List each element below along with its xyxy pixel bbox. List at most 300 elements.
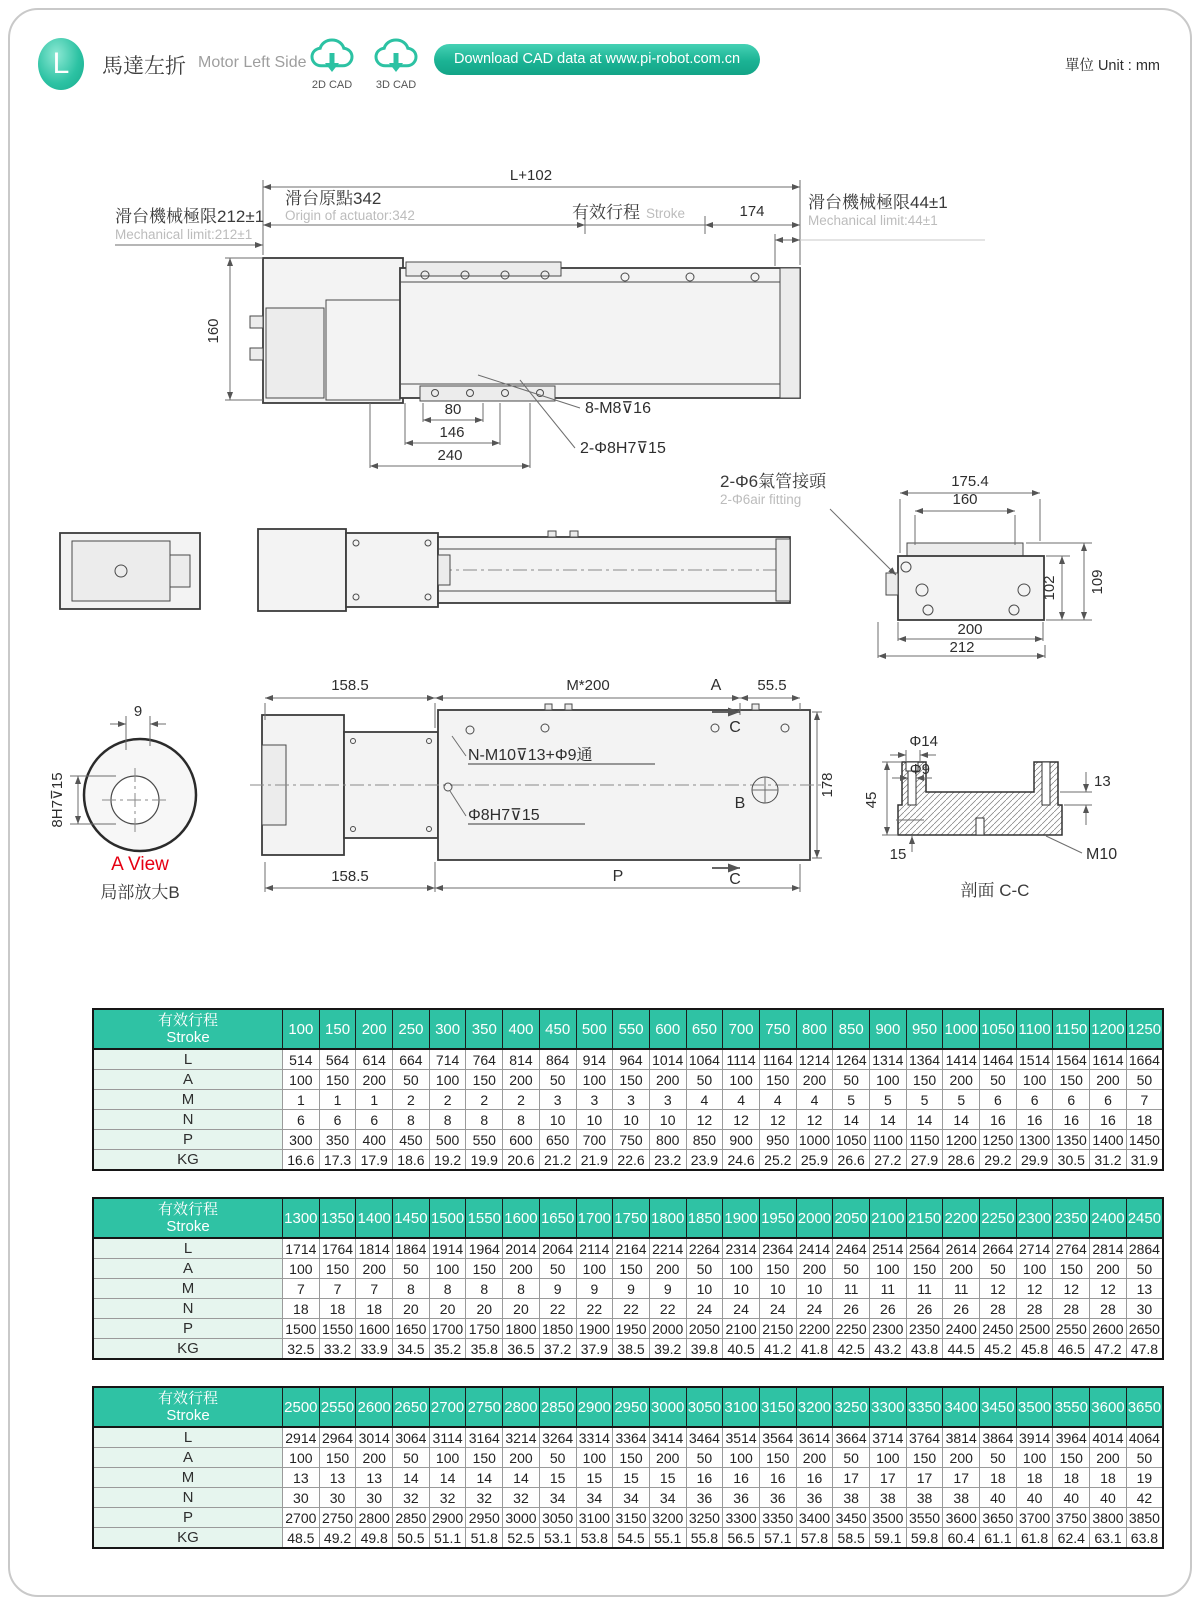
table-cell: 34: [649, 1488, 686, 1508]
stroke-column-header: 3150: [759, 1387, 796, 1427]
table-cell: 50: [1126, 1448, 1163, 1468]
table-cell: 38.5: [613, 1339, 650, 1360]
table-cell: 2: [466, 1090, 503, 1110]
table-cell: 15: [613, 1468, 650, 1488]
row-label: N: [93, 1110, 283, 1130]
dim-158-top: 158.5: [331, 677, 369, 694]
table-cell: 3850: [1126, 1508, 1163, 1528]
table-cell: 2964: [319, 1427, 356, 1448]
table-cell: 1914: [429, 1238, 466, 1259]
table-cell: 100: [1016, 1070, 1053, 1090]
series-badge: [38, 38, 84, 90]
table-cell: 16: [1090, 1110, 1127, 1130]
table-cell: 3100: [576, 1508, 613, 1528]
dim-9: 9: [133, 703, 143, 720]
dim-15: 15: [889, 846, 907, 863]
stroke-column-header: 150: [319, 1009, 356, 1049]
series-badge-letter: L: [52, 47, 70, 80]
row-label: P: [93, 1508, 283, 1528]
stroke-column-header: 1750: [613, 1198, 650, 1238]
table-cell: 45.8: [1016, 1339, 1053, 1360]
table-cell: 200: [1090, 1448, 1127, 1468]
table-cell: 2750: [319, 1508, 356, 1528]
table-cell: 39.2: [649, 1339, 686, 1360]
table-cell: 2050: [686, 1319, 723, 1339]
table-cell: 614: [356, 1049, 393, 1070]
table-row: [93, 1090, 1163, 1110]
table-cell: 1714: [283, 1238, 320, 1259]
table-cell: 3864: [980, 1427, 1017, 1448]
table-cell: 38: [870, 1488, 907, 1508]
stroke-column-header: 3550: [1053, 1387, 1090, 1427]
table-cell: 750: [613, 1130, 650, 1150]
stroke-column-header: 3500: [1016, 1387, 1053, 1427]
stroke-table-1: [92, 1008, 1164, 1171]
stroke-column-header: 1000: [943, 1009, 980, 1049]
table-cell: 1000: [796, 1130, 833, 1150]
dim-m10: M10: [1086, 846, 1118, 863]
stroke-spec-table: [92, 1386, 1164, 1549]
table-cell: 27.9: [906, 1150, 943, 1171]
table-cell: 950: [759, 1130, 796, 1150]
table-cell: 100: [870, 1070, 907, 1090]
stroke-column-header: 1550: [466, 1198, 503, 1238]
stroke-column-header: 2850: [539, 1387, 576, 1427]
table-cell: 1314: [870, 1049, 907, 1070]
label-a: A: [710, 677, 722, 694]
table-cell: 2500: [1016, 1319, 1053, 1339]
table-cell: 3450: [833, 1508, 870, 1528]
table-cell: 1164: [759, 1049, 796, 1070]
table-cell: 2714: [1016, 1238, 1053, 1259]
stroke-column-header: 600: [649, 1009, 686, 1049]
table-cell: 12: [723, 1110, 760, 1130]
table-cell: 34: [539, 1488, 576, 1508]
table-cell: 564: [319, 1049, 356, 1070]
table-cell: 3814: [943, 1427, 980, 1448]
table-cell: 9: [576, 1279, 613, 1299]
table-cell: 200: [356, 1259, 393, 1279]
table-cell: 1150: [906, 1130, 943, 1150]
table-cell: 200: [943, 1070, 980, 1090]
stroke-column-header: 1400: [356, 1198, 393, 1238]
origin-label-zh: 滑台原點342: [285, 189, 382, 208]
table-cell: 4014: [1090, 1427, 1127, 1448]
row-label: KG: [93, 1339, 283, 1360]
table-cell: 3800: [1090, 1508, 1127, 1528]
stroke-column-header: 450: [539, 1009, 576, 1049]
table-row: [93, 1448, 1163, 1468]
table-cell: 550: [466, 1130, 503, 1150]
table-cell: 21.2: [539, 1150, 576, 1171]
table-cell: 13: [356, 1468, 393, 1488]
table-cell: 2064: [539, 1238, 576, 1259]
table-cell: 29.2: [980, 1150, 1017, 1171]
table-cell: 8: [429, 1279, 466, 1299]
table-cell: 17: [906, 1468, 943, 1488]
table-cell: 61.8: [1016, 1528, 1053, 1549]
table-cell: 31.9: [1126, 1150, 1163, 1171]
table-cell: 39.8: [686, 1339, 723, 1360]
stroke-column-header: 2950: [613, 1387, 650, 1427]
download-2d-cad[interactable]: [302, 36, 362, 91]
dim-13: 13: [1094, 773, 1111, 790]
table-cell: 12: [686, 1110, 723, 1130]
table-cell: 700: [576, 1130, 613, 1150]
table-cell: 57.1: [759, 1528, 796, 1549]
table-cell: 764: [466, 1049, 503, 1070]
table-cell: 49.2: [319, 1528, 356, 1549]
table-cell: 10: [613, 1110, 650, 1130]
table-cell: 9: [539, 1279, 576, 1299]
stroke-column-header: 1800: [649, 1198, 686, 1238]
table-cell: 20: [466, 1299, 503, 1319]
table-cell: 1350: [1053, 1130, 1090, 1150]
table-cell: 200: [796, 1448, 833, 1468]
stroke-column-header: 350: [466, 1009, 503, 1049]
table-cell: 200: [796, 1259, 833, 1279]
stroke-column-header: 3050: [686, 1387, 723, 1427]
table-cell: 26: [833, 1299, 870, 1319]
table-cell: 100: [723, 1448, 760, 1468]
stroke-column-header: 1450: [393, 1198, 430, 1238]
table-cell: 2314: [723, 1238, 760, 1259]
table-cell: 450: [393, 1130, 430, 1150]
table-cell: 14: [466, 1468, 503, 1488]
table-row: [93, 1299, 1163, 1319]
table-cell: 4: [686, 1090, 723, 1110]
table-cell: 54.5: [613, 1528, 650, 1549]
table-cell: 18: [1126, 1110, 1163, 1130]
table-row: [93, 1339, 1163, 1360]
dim-160-b: 160: [952, 491, 978, 508]
dim-80: 80: [444, 401, 462, 418]
page-title-en: Motor Left Side: [198, 54, 307, 71]
table-cell: 3964: [1053, 1427, 1090, 1448]
table-cell: 40: [1090, 1488, 1127, 1508]
table-cell: 16: [723, 1468, 760, 1488]
stroke-spec-table: [92, 1008, 1164, 1171]
table-cell: 8: [429, 1110, 466, 1130]
table-row: [93, 1070, 1163, 1090]
table-row: [93, 1508, 1163, 1528]
table-cell: 57.8: [796, 1528, 833, 1549]
row-label: L: [93, 1238, 283, 1259]
table-cell: 40.5: [723, 1339, 760, 1360]
row-label: A: [93, 1070, 283, 1090]
stroke-column-header: 550: [613, 1009, 650, 1049]
table-cell: 51.1: [429, 1528, 466, 1549]
table-cell: 50: [686, 1070, 723, 1090]
table-cell: 52.5: [503, 1528, 540, 1549]
table-cell: 20: [503, 1299, 540, 1319]
table-cell: 1464: [980, 1049, 1017, 1070]
table-cell: 1950: [613, 1319, 650, 1339]
table-cell: 3414: [649, 1427, 686, 1448]
table-cell: 50: [980, 1448, 1017, 1468]
dim-240: 240: [437, 447, 463, 464]
table-cell: 15: [539, 1468, 576, 1488]
table-cell: 12: [796, 1110, 833, 1130]
stroke-column-header: 2900: [576, 1387, 613, 1427]
stroke-column-header: 2150: [906, 1198, 943, 1238]
stroke-column-header: 900: [870, 1009, 907, 1049]
stroke-column-header: 750: [759, 1009, 796, 1049]
table-cell: 2464: [833, 1238, 870, 1259]
table-cell: 150: [759, 1259, 796, 1279]
table-cell: 26: [870, 1299, 907, 1319]
table-cell: 5: [906, 1090, 943, 1110]
table-cell: 3: [539, 1090, 576, 1110]
table-cell: 14: [429, 1468, 466, 1488]
table-cell: 2000: [649, 1319, 686, 1339]
table-cell: 59.1: [870, 1528, 907, 1549]
stroke-spec-table: [92, 1197, 1164, 1360]
table-cell: 16: [1053, 1110, 1090, 1130]
table-cell: 3200: [649, 1508, 686, 1528]
table-cell: 38: [943, 1488, 980, 1508]
table-cell: 100: [576, 1259, 613, 1279]
table-cell: 200: [503, 1070, 540, 1090]
table-cell: 63.8: [1126, 1528, 1163, 1549]
table-row: [93, 1427, 1163, 1448]
table-cell: 8: [393, 1110, 430, 1130]
table-cell: 30: [319, 1488, 356, 1508]
table-cell: 12: [980, 1279, 1017, 1299]
table-cell: 34: [613, 1488, 650, 1508]
table-cell: 32: [466, 1488, 503, 1508]
table-cell: 2214: [649, 1238, 686, 1259]
table-cell: 17: [943, 1468, 980, 1488]
table-cell: 50: [539, 1259, 576, 1279]
dim-200: 200: [957, 621, 983, 638]
table-cell: 3000: [503, 1508, 540, 1528]
table-cell: 32.5: [283, 1339, 320, 1360]
table-cell: 7: [283, 1279, 320, 1299]
table-cell: 18: [283, 1299, 320, 1319]
table-cell: 200: [503, 1448, 540, 1468]
table-cell: 1264: [833, 1049, 870, 1070]
table-cell: 25.9: [796, 1150, 833, 1171]
label-2-phi8: 2-Φ8H7⊽15: [580, 440, 666, 457]
dim-102: 102: [1041, 575, 1058, 601]
table-cell: 2564: [906, 1238, 943, 1259]
table-row: [93, 1259, 1163, 1279]
table-cell: 21.9: [576, 1150, 613, 1171]
table-cell: 1050: [833, 1130, 870, 1150]
table-cell: 3914: [1016, 1427, 1053, 1448]
table-cell: 2864: [1126, 1238, 1163, 1259]
table-cell: 50: [1126, 1070, 1163, 1090]
limit-right-zh: 滑台機械極限44±1: [808, 193, 948, 212]
table-cell: 15: [649, 1468, 686, 1488]
table-cell: 2800: [356, 1508, 393, 1528]
table-cell: 8: [466, 1110, 503, 1130]
row-label: M: [93, 1279, 283, 1299]
table-cell: 40: [980, 1488, 1017, 1508]
table-cell: 6: [1016, 1090, 1053, 1110]
table-cell: 714: [429, 1049, 466, 1070]
table-cell: 10: [723, 1279, 760, 1299]
table-row: [93, 1468, 1163, 1488]
table-cell: 60.4: [943, 1528, 980, 1549]
table-cell: 20: [429, 1299, 466, 1319]
stroke-column-header: 100: [283, 1009, 320, 1049]
table-cell: 18.6: [393, 1150, 430, 1171]
table-cell: 3314: [576, 1427, 613, 1448]
table-cell: 150: [319, 1070, 356, 1090]
table-row: [93, 1238, 1163, 1259]
table-cell: 100: [1016, 1448, 1053, 1468]
stroke-column-header: 3100: [723, 1387, 760, 1427]
table-cell: 24: [796, 1299, 833, 1319]
table-cell: 17: [870, 1468, 907, 1488]
table-cell: 11: [943, 1279, 980, 1299]
table-cell: 3514: [723, 1427, 760, 1448]
table-cell: 2100: [723, 1319, 760, 1339]
table-cell: 150: [613, 1448, 650, 1468]
table-cell: 1450: [1126, 1130, 1163, 1150]
table-cell: 30: [356, 1488, 393, 1508]
table-cell: 1250: [980, 1130, 1017, 1150]
table-cell: 63.1: [1090, 1528, 1127, 1549]
table-cell: 150: [759, 1448, 796, 1468]
table-cell: 150: [466, 1070, 503, 1090]
table-cell: 2450: [980, 1319, 1017, 1339]
table-cell: 100: [870, 1448, 907, 1468]
table-cell: 150: [466, 1448, 503, 1468]
table-cell: 100: [283, 1259, 320, 1279]
stroke-header-label: 有效行程 Stroke: [93, 1009, 283, 1049]
table-cell: 26.6: [833, 1150, 870, 1171]
table-cell: 150: [1053, 1448, 1090, 1468]
table-cell: 23.9: [686, 1150, 723, 1171]
section-title: 剖面 C-C: [960, 881, 1030, 900]
spec-tables: [92, 1008, 1164, 1575]
table-cell: 16: [980, 1110, 1017, 1130]
table-cell: 2164: [613, 1238, 650, 1259]
stroke-column-header: 3650: [1126, 1387, 1163, 1427]
table-cell: 664: [393, 1049, 430, 1070]
table-cell: 2264: [686, 1238, 723, 1259]
row-label: M: [93, 1090, 283, 1110]
table-cell: 650: [539, 1130, 576, 1150]
table-cell: 1214: [796, 1049, 833, 1070]
table-cell: 36: [686, 1488, 723, 1508]
row-label: A: [93, 1259, 283, 1279]
table-cell: 14: [906, 1110, 943, 1130]
table-cell: 43.2: [870, 1339, 907, 1360]
table-cell: 13: [283, 1468, 320, 1488]
stroke-column-header: 2650: [393, 1387, 430, 1427]
table-cell: 55.1: [649, 1528, 686, 1549]
table-cell: 1100: [870, 1130, 907, 1150]
stroke-column-header: 3200: [796, 1387, 833, 1427]
row-label: A: [93, 1448, 283, 1468]
row-label: N: [93, 1299, 283, 1319]
label-c-bottom: C: [729, 871, 741, 888]
table-cell: 200: [1090, 1259, 1127, 1279]
table-cell: 100: [870, 1259, 907, 1279]
row-label: L: [93, 1427, 283, 1448]
stroke-column-header: 500: [576, 1009, 613, 1049]
table-row: [93, 1319, 1163, 1339]
table-cell: 200: [649, 1448, 686, 1468]
table-cell: 50.5: [393, 1528, 430, 1549]
table-cell: 2350: [906, 1319, 943, 1339]
table-cell: 50: [539, 1070, 576, 1090]
table-cell: 1664: [1126, 1049, 1163, 1070]
table-cell: 11: [870, 1279, 907, 1299]
table-cell: 200: [356, 1070, 393, 1090]
table-cell: 150: [466, 1259, 503, 1279]
table-cell: 150: [319, 1259, 356, 1279]
table-cell: 13: [1126, 1279, 1163, 1299]
table-row: [93, 1110, 1163, 1130]
download-3d-cad[interactable]: [366, 36, 426, 91]
table-cell: 200: [503, 1259, 540, 1279]
table-cell: 32: [429, 1488, 466, 1508]
table-cell: 46.5: [1053, 1339, 1090, 1360]
table-cell: 34.5: [393, 1339, 430, 1360]
stroke-column-header: 3450: [980, 1387, 1017, 1427]
table-cell: 4: [759, 1090, 796, 1110]
table-cell: 32: [503, 1488, 540, 1508]
cloud-download-icon: [369, 36, 423, 76]
table-cell: 3250: [686, 1508, 723, 1528]
table-cell: 1750: [466, 1319, 503, 1339]
table-cell: 37.9: [576, 1339, 613, 1360]
stroke-column-header: 1900: [723, 1198, 760, 1238]
stroke-column-header: 3350: [906, 1387, 943, 1427]
origin-label-en: Origin of actuator:342: [285, 208, 415, 223]
table-cell: 2150: [759, 1319, 796, 1339]
table-cell: 12: [759, 1110, 796, 1130]
stroke-column-header: 2000: [796, 1198, 833, 1238]
table-cell: 16.6: [283, 1150, 320, 1171]
table-cell: 6: [980, 1090, 1017, 1110]
table-cell: 200: [356, 1448, 393, 1468]
table-cell: 61.1: [980, 1528, 1017, 1549]
table-cell: 1650: [393, 1319, 430, 1339]
table-cell: 3750: [1053, 1508, 1090, 1528]
table-cell: 50: [980, 1259, 1017, 1279]
stroke-column-header: 250: [393, 1009, 430, 1049]
table-cell: 1: [283, 1090, 320, 1110]
table-cell: 1500: [283, 1319, 320, 1339]
table-cell: 14: [833, 1110, 870, 1130]
table-cell: 47.2: [1090, 1339, 1127, 1360]
table-cell: 964: [613, 1049, 650, 1070]
stroke-column-header: 3250: [833, 1387, 870, 1427]
table-cell: 2250: [833, 1319, 870, 1339]
table-cell: 13: [319, 1468, 356, 1488]
table-cell: 2: [503, 1090, 540, 1110]
table-cell: 3350: [759, 1508, 796, 1528]
table-cell: 36: [759, 1488, 796, 1508]
table-cell: 2900: [429, 1508, 466, 1528]
stroke-column-header: 1100: [1016, 1009, 1053, 1049]
table-cell: 36.5: [503, 1339, 540, 1360]
table-cell: 11: [833, 1279, 870, 1299]
dim-175-4: 175.4: [951, 473, 989, 490]
table-cell: 2814: [1090, 1238, 1127, 1259]
table-cell: 42.5: [833, 1339, 870, 1360]
stroke-label-zh: 有效行程: [572, 203, 640, 222]
download-cad-button[interactable]: Download CAD data at www.pi-robot.com.cn: [434, 44, 760, 75]
stroke-column-header: 700: [723, 1009, 760, 1049]
table-cell: 4: [796, 1090, 833, 1110]
